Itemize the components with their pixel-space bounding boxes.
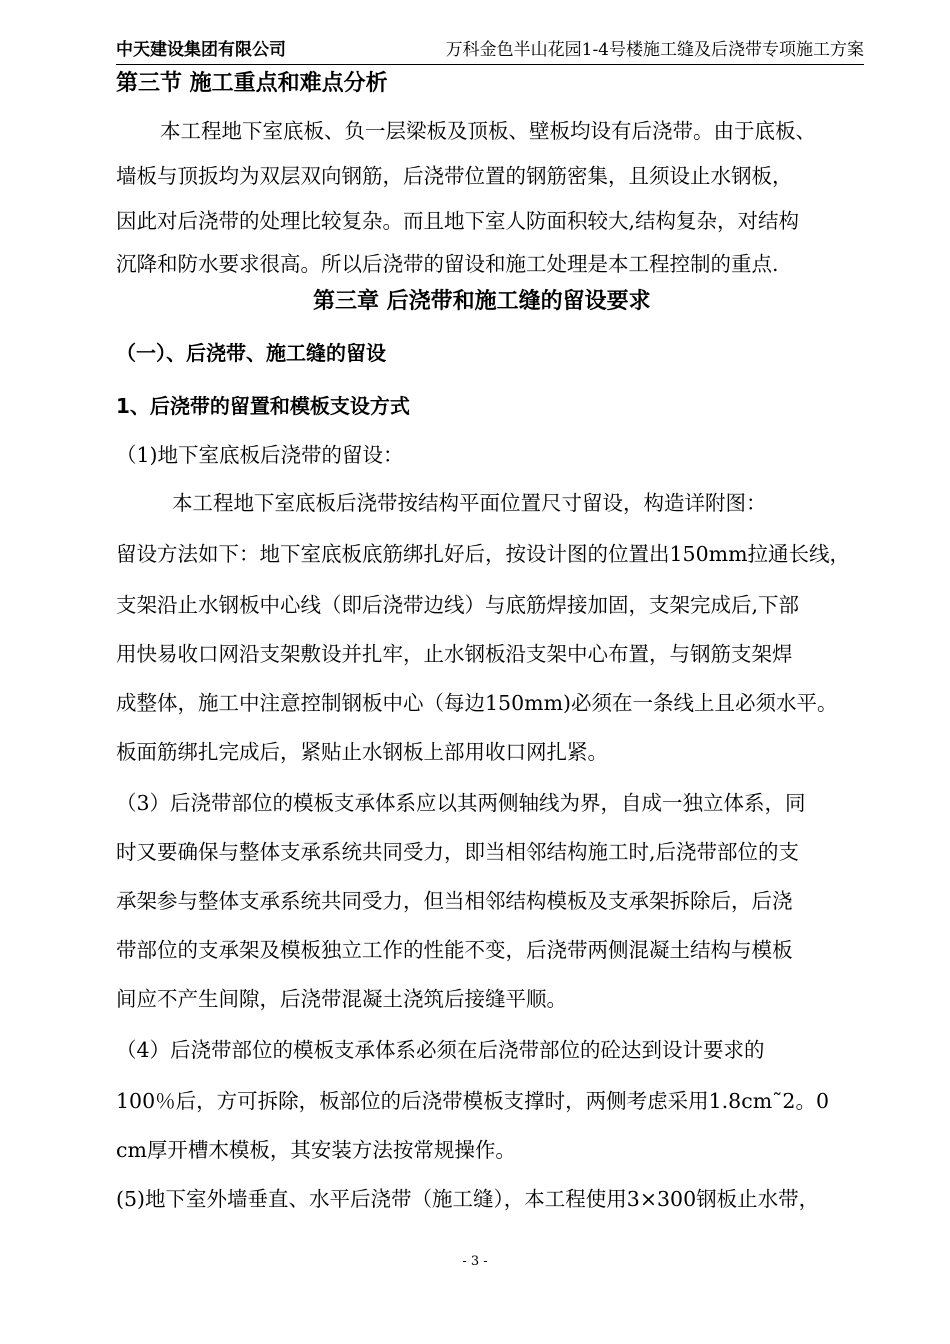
para4-line-2: 100％后，方可拆除，板部位的后浇带模板支撑时，两侧考虑采用1.8cm˜2。0 (116, 1089, 829, 1113)
item1-1: （1)地下室底板后浇带的留设： (116, 443, 404, 467)
para4-line-1: （4）后浇带部位的模板支承体系必须在后浇带部位的砼达到设计要求的 (116, 1038, 765, 1062)
para3-line-1: （3）后浇带部位的模板支承体系应以其两侧轴线为界，自成一独立体系，同 (116, 791, 806, 815)
para5-line-1: (5)地下室外墙垂直、水平后浇带（施工缝），本工程使用3×300钢板止水带， (116, 1187, 820, 1211)
para3-line-5: 间应不产生间隙，后浇带混凝土浇筑后接缝平顺。 (116, 987, 567, 1011)
page-header (116, 38, 864, 65)
para2-line-3: 支架沿止水钢板中心线（即后浇带边线）与底筋焊接加固，支架完成后,下部 (116, 593, 800, 617)
para3-line-2: 时又要确保与整体支承系统共同受力，即当相邻结构施工时,后浇带部位的支 (116, 840, 800, 864)
para2-line-4: 用快易收口网沿支架敷设并扎牢，止水钢板沿支架中心布置，与钢筋支架焊 (116, 642, 793, 666)
item1-title: 1、后浇带的留置和模板支设方式 (116, 394, 410, 418)
para3-line-3: 承架参与整体支承系统共同受力，但当相邻结构模板及支承架拆除后，后浇 (116, 889, 793, 913)
subsection-title: （一）、后浇带、施工缝的留设 (116, 341, 386, 365)
para2-line-1: 本工程地下室底板后浇带按结构平面位置尺寸留设，构造详附图： (172, 491, 767, 515)
chapter-title: 第三章 后浇带和施工缝的留设要求 (313, 289, 651, 314)
section-title: 第三节 施工重点和难点分析 (116, 71, 388, 96)
header-company: 中天建设集团有限公司 (116, 40, 286, 60)
para2-line-5: 成整体，施工中注意控制钢板中心（每边150mm)必须在一条线上且必须水平。 (116, 691, 838, 715)
page-number: - 3 - (462, 1254, 488, 1269)
para1-line-1: 本工程地下室底板、负一层梁板及顶板、壁板均设有后浇带。由于底板、 (160, 119, 816, 143)
para1-line-2: 墙板与顶扳均为双层双向钢筋，后浇带位置的钢筋密集，且须设止水钢板， (116, 164, 793, 188)
para3-line-4: 带部位的支承架及模板独立工作的性能不变，后浇带两侧混凝土结构与模板 (116, 938, 793, 962)
para2-line-6: 板面筋绑扎完成后，紧贴止水钢板上部用收口网扎紧。 (116, 740, 608, 764)
header-doc-title: 万科金色半山花园1-4号楼施工缝及后浇带专项施工方案 (445, 40, 864, 60)
para2-line-2: 留设方法如下：地下室底板底筋绑扎好后，按设计图的位置出150mm拉通长线， (116, 542, 851, 566)
para1-line-3: 因此对后浇带的处理比较复杂。而且地下室人防面积较大,结构复杂，对结构 (116, 209, 800, 233)
para1-line-4: 沉降和防水要求很高。所以后浇带的留设和施工处理是本工程控制的重点. (116, 252, 779, 276)
para4-line-3: cm厚开槽木模板，其安装方法按常规操作。 (116, 1138, 516, 1162)
